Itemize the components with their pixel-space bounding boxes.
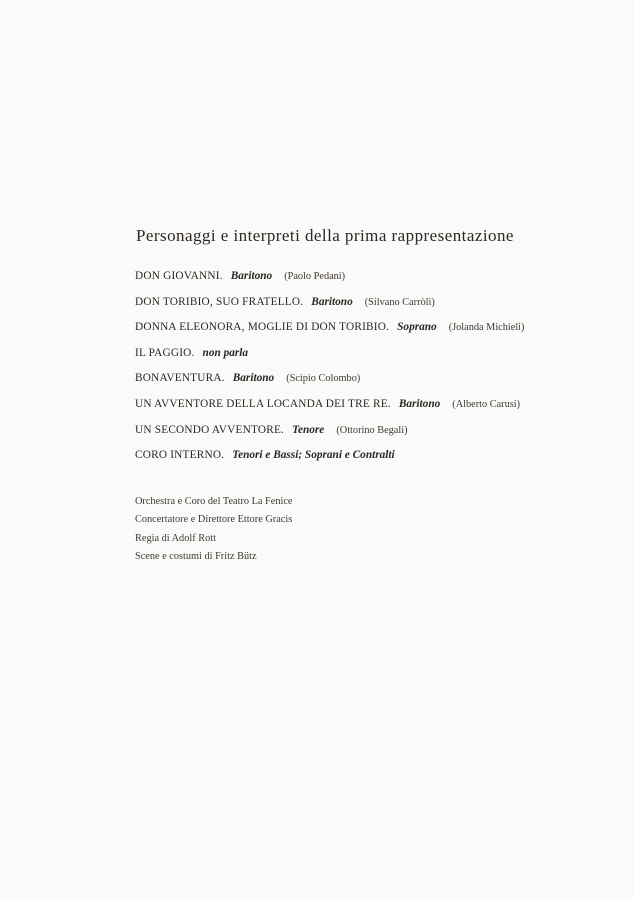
cast-entry bbox=[135, 420, 524, 446]
cast-entry bbox=[135, 394, 524, 420]
cast-heading: Personaggi e interpreti della prima rappresentazione bbox=[136, 226, 514, 245]
credit-line: Regia di Adolf Rott bbox=[135, 532, 216, 544]
voice-type: Tenore bbox=[292, 423, 325, 436]
role-name: CORO INTERNO. bbox=[135, 449, 225, 462]
production-credits bbox=[135, 495, 292, 568]
voice-type: non parla bbox=[202, 346, 249, 359]
role-name: DON TORIBIO, SUO FRATELLO. bbox=[135, 295, 304, 308]
credit-line: Concertatore e Direttore Ettore Gracis bbox=[135, 514, 293, 526]
cast-list bbox=[135, 266, 524, 471]
role-name: IL PAGGIO. bbox=[135, 346, 195, 359]
role-name: BONAVENTURA. bbox=[135, 372, 225, 385]
voice-type: Baritono bbox=[232, 372, 275, 385]
performer-name: (Silvano Carròli) bbox=[364, 296, 435, 308]
cast-entry bbox=[135, 317, 524, 343]
role-name: UN AVVENTORE DELLA LOCANDA DEI TRE RE. bbox=[135, 397, 391, 410]
role-name: DON GIOVANNI. bbox=[135, 270, 223, 282]
role-name: UN SECONDO AVVENTORE. bbox=[135, 423, 285, 436]
voice-type: Tenori e Bassi; Soprani e Contralti bbox=[232, 449, 395, 462]
voice-type: Baritono bbox=[398, 397, 441, 410]
cast-entry bbox=[135, 343, 524, 369]
performer-name: (Alberto Carusi) bbox=[452, 398, 521, 410]
role-name: DONNA ELEONORA, MOGLIE DI DON TORIBIO. bbox=[135, 321, 390, 334]
performer-name: (Jolanda Michieli) bbox=[448, 322, 525, 334]
performer-name: (Ottorino Begali) bbox=[336, 424, 408, 436]
credit-line: Orchestra e Coro del Teatro La Fenice bbox=[135, 496, 293, 507]
voice-type: Soprano bbox=[397, 321, 437, 334]
cast-entry bbox=[135, 445, 524, 471]
cast-entry bbox=[135, 368, 524, 394]
voice-type: Baritono bbox=[311, 295, 353, 308]
cast-entry bbox=[135, 292, 524, 318]
performer-name: (Scipio Colombo) bbox=[286, 373, 361, 385]
voice-type: Baritono bbox=[230, 270, 273, 282]
credit-line: Scene e costumi di Fritz Bütz bbox=[135, 550, 257, 562]
cast-entry bbox=[135, 266, 524, 292]
performer-name: (Paolo Pedani) bbox=[284, 271, 346, 282]
